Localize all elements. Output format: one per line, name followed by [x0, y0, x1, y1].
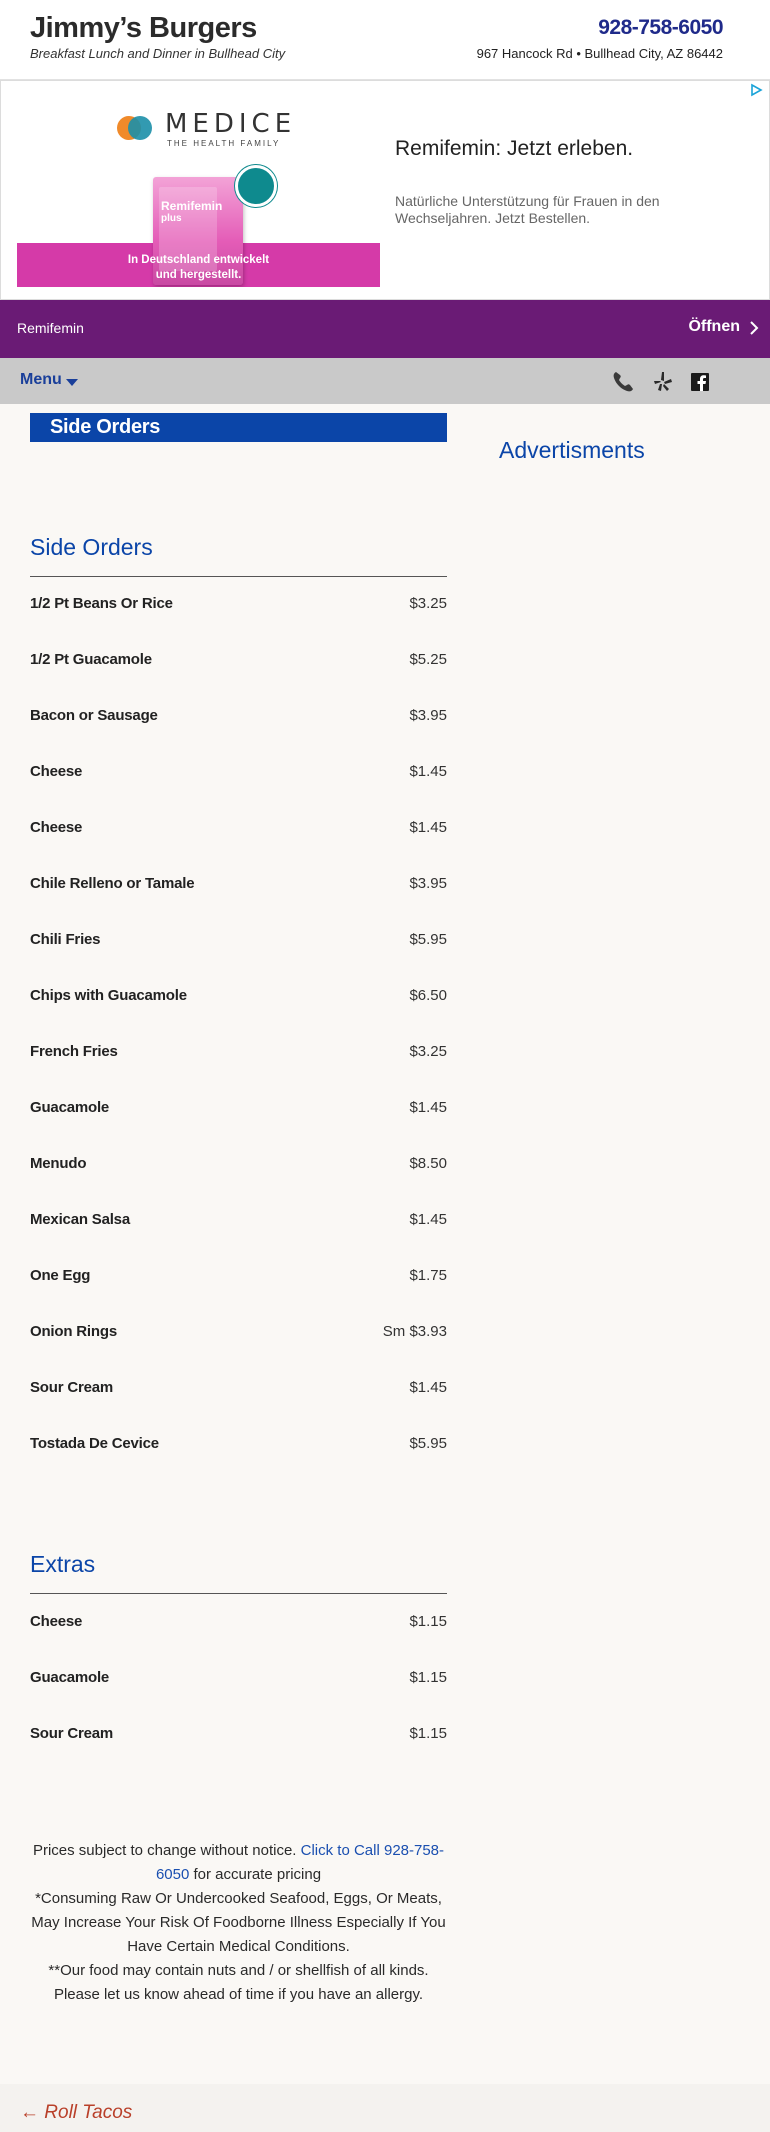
menu-item-name: Tostada De Cevice — [30, 1435, 159, 1452]
menu-item-name: Mexican Salsa — [30, 1211, 130, 1228]
section-title: Side Orders — [30, 534, 153, 560]
menu-toggle[interactable]: Menu — [20, 371, 62, 388]
call-link[interactable]: Click to Call 928-758-6050 — [155, 1842, 445, 1883]
facebook-icon[interactable] — [687, 369, 713, 395]
ad-banner[interactable] — [0, 80, 770, 300]
food-safety-warning: *Consuming Raw Or Undercooked Seafood, Eggs, Or Meats, May Increase Your Risk Of Foodborne Illness Especially If You Have Certain Medical Conditions. — [31, 1890, 446, 1955]
ad-logo-sub: THE HEALTH FAMILY — [167, 139, 281, 148]
menu-item-price: $5.25 — [409, 651, 447, 668]
previous-page-link[interactable]: ← Roll Tacos — [20, 2102, 133, 2123]
menu-item-price: $3.25 — [409, 1043, 447, 1060]
ad-open-button[interactable]: Öffnen — [688, 318, 740, 335]
menu-item-name: Cheese — [30, 763, 83, 780]
menu-item-name: Onion Rings — [30, 1323, 117, 1340]
address: 967 Hancock Rd • Bullhead City, AZ 86442 — [476, 46, 723, 61]
menu-item-price: $3.25 — [409, 595, 447, 612]
menu-item-name: Chips with Guacamole — [30, 987, 187, 1004]
menu-item-price: $5.95 — [409, 1435, 447, 1452]
nav-bar — [0, 358, 770, 404]
menu-item-price: $1.45 — [409, 763, 447, 780]
menu-item-price: $1.15 — [409, 1613, 447, 1630]
chevron-right-icon — [748, 319, 760, 337]
menu-item-name: Bacon or Sausage — [30, 707, 158, 724]
menu-item-price: Sm $3.93 — [382, 1323, 447, 1340]
menu-item-name: Cheese — [30, 1613, 83, 1630]
menu-item-name: Guacamole — [30, 1099, 110, 1116]
menu-item-price: $3.95 — [409, 707, 447, 724]
menu-item-name: 1/2 Pt Guacamole — [30, 651, 152, 668]
caret-down-icon[interactable] — [66, 379, 78, 386]
menu-item-price: $8.50 — [409, 1155, 447, 1172]
menu-item-name: One Egg — [30, 1267, 91, 1284]
medice-logo-icon — [117, 113, 153, 143]
menu-item-price: $1.75 — [409, 1267, 447, 1284]
menu-item-price: $1.45 — [409, 1099, 447, 1116]
allergy-notice: **Our food may contain nuts and / or shellfish of all kinds. Please let us know ahead of time if you have an allergy. — [48, 1962, 429, 2003]
ad-cta-bar[interactable] — [0, 300, 770, 358]
site-header — [0, 0, 770, 80]
section-divider — [30, 576, 447, 577]
section-title: Extras — [30, 1551, 96, 1577]
menu-item-price: $1.15 — [409, 1669, 447, 1686]
section-divider — [30, 1593, 447, 1594]
page-heading: Side Orders — [30, 413, 447, 442]
phone-link[interactable]: 928-758-6050 — [598, 16, 723, 39]
menu-item-price: $1.15 — [409, 1725, 447, 1742]
pricing-disclaimer — [30, 1839, 447, 2007]
ad-band-text: In Deutschland entwickelt und hergestellt. — [127, 254, 270, 281]
menu-item-price: $6.50 — [409, 987, 447, 1004]
phone-icon[interactable] — [610, 369, 636, 395]
yelp-icon[interactable] — [650, 369, 676, 395]
menu-item-name: Menudo — [30, 1155, 87, 1172]
site-title[interactable]: Jimmy’s Burgers — [30, 12, 257, 44]
menu-item-name: Chili Fries — [30, 931, 101, 948]
ad-body: Natürliche Unterstützung für Frauen in den Wechseljahren. Jetzt Bestellen. — [395, 193, 660, 226]
menu-item-name: Cheese — [30, 819, 83, 836]
menu-item-price: $1.45 — [409, 1379, 447, 1396]
menu-item-name: Sour Cream — [30, 1725, 114, 1742]
menu-item-name: 1/2 Pt Beans Or Rice — [30, 595, 173, 612]
prices-notice: Prices subject to change without notice. — [32, 1842, 297, 1859]
menu-item-price: $5.95 — [409, 931, 447, 948]
menu-item-name: Sour Cream — [30, 1379, 114, 1396]
menu-item-name: Chile Relleno or Tamale — [30, 875, 195, 892]
post-navigation — [0, 2084, 770, 2132]
ad-cta-name: Remifemin — [17, 320, 84, 336]
site-tagline: Breakfast Lunch and Dinner in Bullhead City — [30, 46, 286, 61]
sidebar-heading: Advertisments — [499, 437, 645, 463]
ad-logo — [117, 109, 297, 149]
product-name: Remifemin — [161, 199, 223, 213]
menu-item-price: $1.45 — [409, 1211, 447, 1228]
ad-headline[interactable]: Remifemin: Jetzt erleben. — [395, 137, 634, 160]
made-in-germany-seal — [235, 165, 277, 207]
menu-item-price: $3.95 — [409, 875, 447, 892]
menu-item-name: French Fries — [30, 1043, 118, 1060]
accurate-pricing-text: for accurate pricing — [193, 1866, 322, 1883]
menu-item-price: $1.45 — [409, 819, 447, 836]
product-variant: plus — [161, 213, 182, 224]
menu-item-name: Guacamole — [30, 1669, 110, 1686]
adchoices-icon[interactable] — [749, 83, 763, 97]
ad-image[interactable] — [17, 87, 380, 287]
ad-logo-word: MEDICE — [165, 109, 297, 139]
